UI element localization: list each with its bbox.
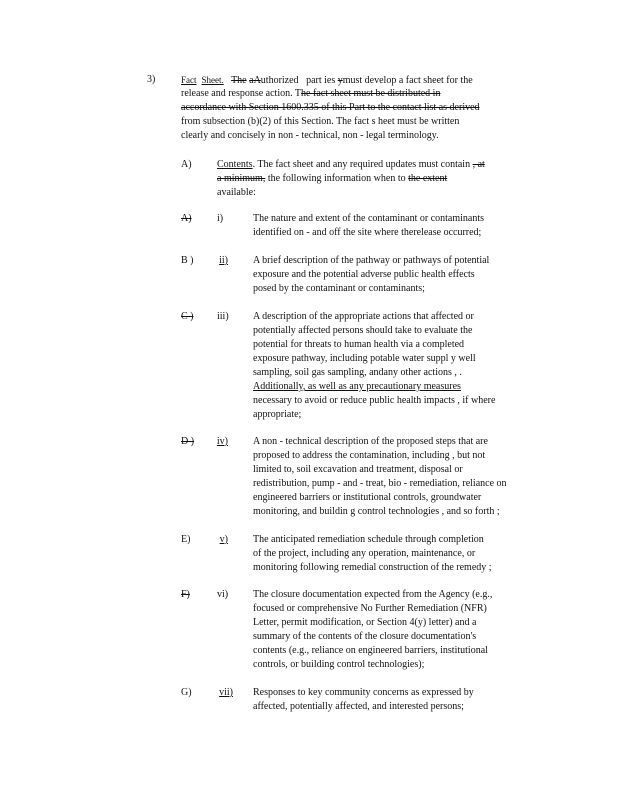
item-line: Additionally, as well as any precautionary measures	[253, 381, 461, 392]
item-line: potential for threats to human health via a completed	[253, 339, 465, 350]
item-number: i)	[217, 213, 224, 224]
item-number: iii)	[217, 311, 229, 322]
item-line: affected, potentially affected, and interested persons;	[253, 701, 464, 712]
item-number: ii)	[219, 255, 228, 266]
paragraph-line-struck: accordance with Section 1600.335 of this Part to the contact list as derived	[181, 102, 480, 113]
item-line: focused or comprehensive No Further Remediation (NFR)	[253, 603, 487, 614]
item-line: potentially affected persons should take to evaluate the	[253, 325, 473, 336]
struck-text: the extent	[408, 173, 448, 184]
item-line: A non - technical description of the proposed steps that are	[253, 436, 488, 447]
item-line: identified on - and off the site where therelease occurred;	[253, 227, 482, 238]
struck-text: a minimum,	[217, 173, 266, 184]
old-item-label: B )	[181, 255, 194, 266]
paragraph-line	[181, 73, 473, 88]
subsection-line	[217, 158, 485, 172]
item-line: A brief description of the pathway or pathways of potential	[253, 255, 490, 266]
subsection-line	[217, 172, 447, 186]
struck-text: , at	[472, 159, 485, 170]
item-line: of the project, including any operation, maintenance, or	[253, 548, 476, 559]
item-line: The anticipated remediation schedule through completion	[253, 534, 484, 545]
old-item-label: C )	[181, 311, 194, 322]
item-line: contents (e.g., reliance on engineered barriers, institutional	[253, 645, 488, 656]
struck-text: y	[337, 75, 343, 86]
item-line: exposure and the potential adverse public health effects	[253, 269, 475, 280]
old-item-label: A)	[181, 213, 192, 224]
item-line: controls, or building control technologies);	[253, 659, 425, 670]
item-line: engineered barriers or institutional controls, groundwater	[253, 492, 482, 503]
item-line: The closure documentation expected from the Agency (e.g.,	[253, 589, 493, 600]
text: must develop a fact sheet for the	[342, 75, 473, 86]
old-item-label: G)	[181, 687, 192, 698]
item-line: monitoring, and buildin g control technologies , and so forth ;	[253, 506, 500, 517]
fact-sheet-heading-2: Sheet.	[201, 75, 224, 85]
fact-sheet-heading: Fact	[181, 75, 197, 85]
text: the following information when to	[265, 173, 406, 184]
paragraph-line: from subsection (b)(2) of this Section. The fact s heet must be written	[181, 116, 460, 127]
item-line: limited to, soil excavation and treatment, disposal or	[253, 464, 463, 475]
struck-text: The	[231, 75, 247, 86]
old-item-label: E)	[181, 534, 191, 545]
text: . The fact sheet and any required updates must contain	[252, 159, 471, 170]
item-line: necessary to avoid or reduce public health impacts , if where	[253, 395, 496, 406]
paragraph-line: clearly and concisely in non - technical, non - legal terminology.	[181, 130, 439, 141]
contents-heading: Contents	[217, 159, 253, 170]
item-number: vii)	[219, 687, 233, 698]
subsection-line: available:	[217, 187, 256, 198]
item-number: vi)	[217, 589, 229, 600]
item-line: monitoring following remedial construction of the remedy ;	[253, 562, 492, 573]
item-line: redistribution, pump - and - treat, bio - remediation, reliance on	[253, 478, 507, 489]
item-line: appropriate;	[253, 409, 302, 420]
item-line: Letter, permit modification, or Section 4(y) letter) and a	[253, 617, 477, 628]
subsection-label: A)	[181, 159, 192, 170]
text: uthorized	[260, 75, 299, 86]
section-number: 3)	[147, 74, 156, 85]
item-number: iv)	[216, 436, 228, 447]
old-item-label: D )	[181, 436, 195, 447]
item-line: proposed to address the contamination, including , but not	[253, 450, 486, 461]
item-line: summary of the contents of the closure documentation's	[253, 631, 477, 642]
struck-text: he fact sheet must be distributed in	[301, 88, 441, 99]
struck-text: aA	[249, 75, 261, 86]
item-line: posed by the contaminant or contaminants;	[253, 283, 425, 294]
text: part ies	[306, 75, 336, 86]
item-line: The nature and extent of the contaminant or contaminants	[253, 213, 485, 224]
paragraph-line	[181, 87, 440, 101]
text: release and response action. T	[181, 88, 302, 99]
item-line: sampling, soil gas sampling, andany other actions , .	[253, 367, 462, 378]
item-line: A description of the appropriate actions that affected or	[253, 311, 474, 322]
item-number: v)	[219, 534, 228, 545]
old-item-label: F)	[181, 589, 190, 600]
item-line: exposure pathway, including potable water suppl y well	[253, 353, 476, 364]
item-line: Responses to key community concerns as expressed by	[253, 687, 474, 698]
